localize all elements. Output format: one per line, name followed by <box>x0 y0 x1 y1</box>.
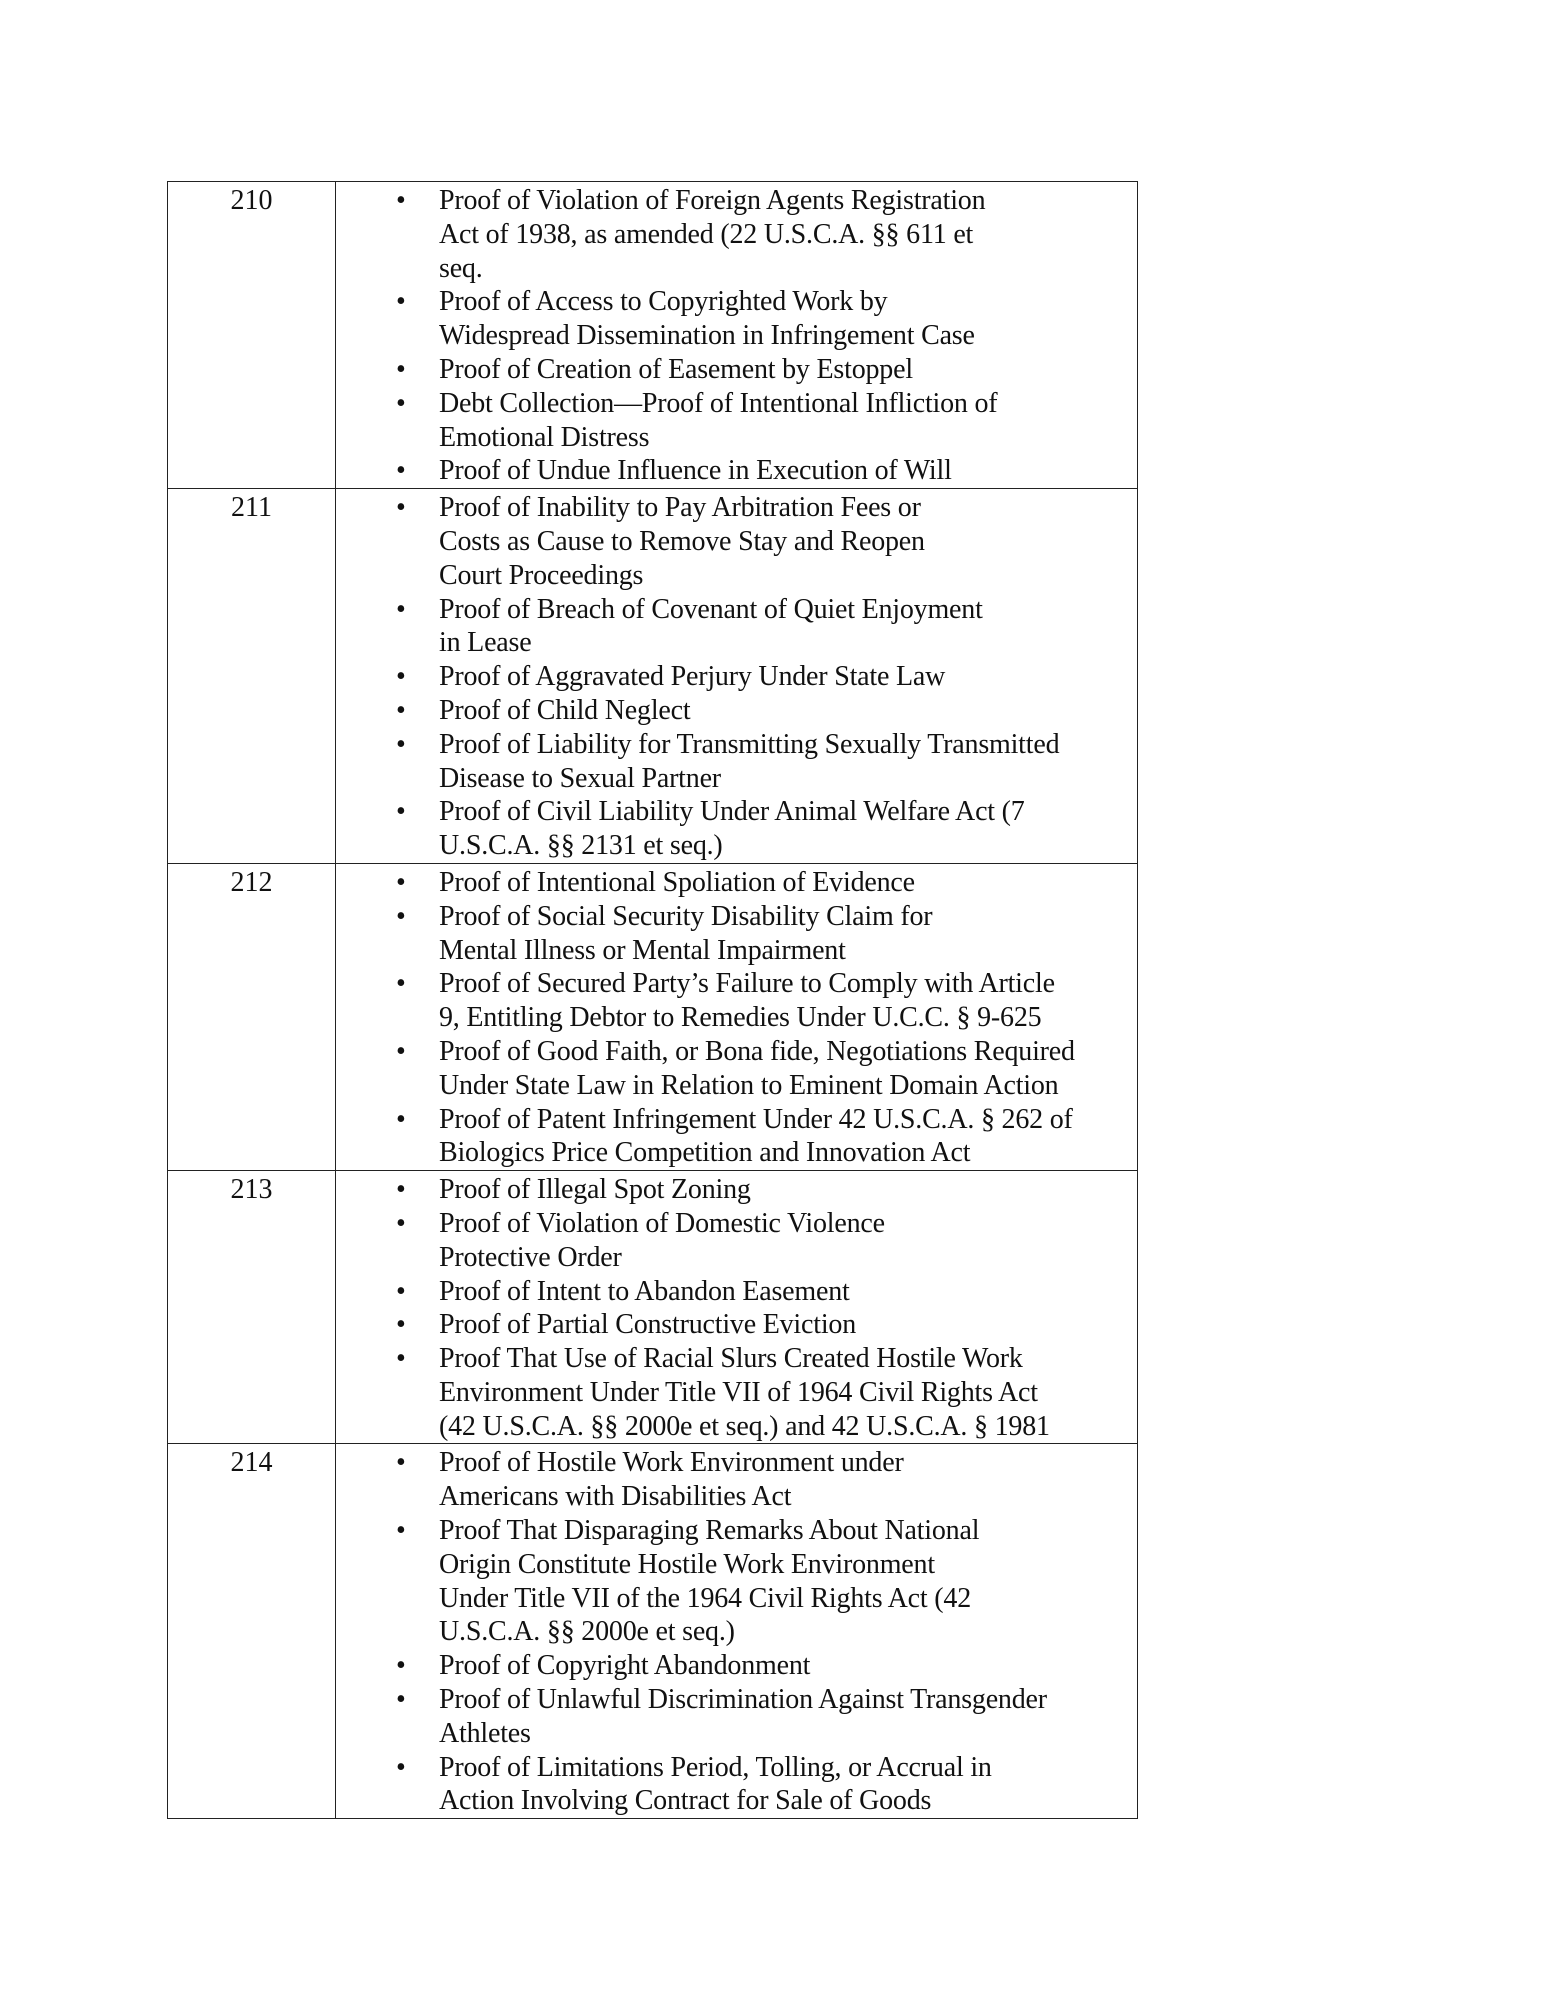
list-item <box>336 387 1137 455</box>
bullet-icon: • <box>396 492 406 524</box>
row-number: 212 <box>168 863 336 1170</box>
item-text-line: Proof of Illegal Spot Zoning <box>439 1174 751 1206</box>
bullet-icon: • <box>396 796 406 828</box>
item-text-line: Proof of Social Security Disability Claim for <box>439 900 933 932</box>
list-item <box>336 1173 1137 1207</box>
item-text-line: in Lease <box>439 627 532 659</box>
item-text-line: Proof of Intent to Abandon Easement <box>439 1275 850 1307</box>
item-text-line: 9, Entitling Debtor to Remedies Under U.C.C. § 9-625 <box>439 1002 1042 1034</box>
item-text-line: Debt Collection—Proof of Intentional Infliction of <box>439 387 998 419</box>
item-text-line: Proof That Disparaging Remarks About National <box>439 1515 980 1547</box>
list-item <box>336 866 1137 900</box>
item-text-line: Proof That Use of Racial Slurs Created Hostile Work <box>439 1343 1023 1375</box>
list-item <box>336 1514 1137 1649</box>
list-item <box>336 660 1137 694</box>
item-text-line: (42 U.S.C.A. §§ 2000e et seq.) and 42 U.S.C.A. § 1981 <box>439 1410 1050 1442</box>
row-items <box>336 1444 1138 1819</box>
item-text-line: Widespread Dissemination in Infringement Case <box>439 320 975 352</box>
item-text-line: Under Title VII of the 1964 Civil Rights Act (42 <box>439 1582 971 1614</box>
item-text-line: Environment Under Title VII of 1964 Civil Rights Act <box>439 1376 1038 1408</box>
bullet-list <box>336 866 1137 1170</box>
item-text-line: Origin Constitute Hostile Work Environment <box>439 1548 935 1580</box>
item-text-line: Act of 1938, as amended (22 U.S.C.A. §§ 611 et <box>439 218 974 250</box>
proof-index-table <box>167 181 1138 1819</box>
bullet-icon: • <box>396 1103 406 1135</box>
list-item <box>336 900 1137 968</box>
item-text-line: Protective Order <box>439 1241 622 1273</box>
item-text-line: Proof of Partial Constructive Eviction <box>439 1309 856 1341</box>
item-text-line: Proof of Intentional Spoliation of Evidence <box>439 866 915 898</box>
bullet-icon: • <box>396 387 406 419</box>
bullet-list <box>336 1446 1137 1818</box>
table-row <box>168 863 1138 1170</box>
item-text-line: Disease to Sexual Partner <box>439 762 721 794</box>
list-item <box>336 1446 1137 1514</box>
item-text-line: Proof of Creation of Easement by Estoppel <box>439 353 913 385</box>
table-row <box>168 1444 1138 1819</box>
bullet-icon: • <box>396 1684 406 1716</box>
item-text-line: Court Proceedings <box>439 559 644 591</box>
table-row <box>168 182 1138 489</box>
table-row <box>168 489 1138 864</box>
item-text-line: Emotional Distress <box>439 421 650 453</box>
bullet-icon: • <box>396 455 406 487</box>
list-item <box>336 967 1137 1035</box>
list-item <box>336 491 1137 592</box>
item-text-line: Proof of Limitations Period, Tolling, or Accrual in <box>439 1751 992 1783</box>
item-text-line: Athletes <box>439 1717 531 1749</box>
item-text-line: Proof of Breach of Covenant of Quiet Enjoyment <box>439 593 983 625</box>
bullet-icon: • <box>396 728 406 760</box>
bullet-icon: • <box>396 694 406 726</box>
bullet-icon: • <box>396 900 406 932</box>
row-number: 214 <box>168 1444 336 1819</box>
bullet-icon: • <box>396 353 406 385</box>
list-item <box>336 353 1137 387</box>
bullet-list <box>336 491 1137 863</box>
bullet-icon: • <box>396 1035 406 1067</box>
item-text-line: Proof of Child Neglect <box>439 694 691 726</box>
bullet-icon: • <box>396 1343 406 1375</box>
item-text-line: Biologics Price Competition and Innovation Act <box>439 1137 971 1169</box>
row-items <box>336 863 1138 1170</box>
list-item <box>336 1103 1137 1171</box>
bullet-icon: • <box>396 968 406 1000</box>
item-text-line: Proof of Liability for Transmitting Sexually Transmitted <box>439 728 1060 760</box>
list-item <box>336 1207 1137 1275</box>
item-text-line: Proof of Undue Influence in Execution of Will <box>439 455 952 487</box>
bullet-icon: • <box>396 661 406 693</box>
item-text-line: U.S.C.A. §§ 2131 et seq.) <box>439 830 723 862</box>
bullet-icon: • <box>396 1650 406 1682</box>
bullet-icon: • <box>396 1275 406 1307</box>
item-text-line: Costs as Cause to Remove Stay and Reopen <box>439 525 925 557</box>
bullet-icon: • <box>396 286 406 318</box>
bullet-icon: • <box>396 866 406 898</box>
item-text-line: Proof of Good Faith, or Bona fide, Negotiations Required <box>439 1035 1075 1067</box>
item-text-line: Under State Law in Relation to Eminent Domain Action <box>439 1069 1059 1101</box>
row-items <box>336 1171 1138 1444</box>
bullet-icon: • <box>396 1515 406 1547</box>
list-item <box>336 1683 1137 1751</box>
bullet-icon: • <box>396 1174 406 1206</box>
item-text-line: Proof of Patent Infringement Under 42 U.S.C.A. § 262 of <box>439 1103 1073 1135</box>
item-text-line: U.S.C.A. §§ 2000e et seq.) <box>439 1616 735 1648</box>
bullet-icon: • <box>396 1447 406 1479</box>
item-text-line: Mental Illness or Mental Impairment <box>439 934 846 966</box>
list-item <box>336 1649 1137 1683</box>
list-item <box>336 1751 1137 1819</box>
list-item <box>336 795 1137 863</box>
item-text-line: Proof of Aggravated Perjury Under State Law <box>439 661 946 693</box>
item-text-line: Proof of Inability to Pay Arbitration Fees or <box>439 492 921 524</box>
list-item <box>336 694 1137 728</box>
list-item <box>336 184 1137 285</box>
item-text-line: Americans with Disabilities Act <box>439 1481 792 1513</box>
item-text-line: Proof of Unlawful Discrimination Against Transgender <box>439 1684 1047 1716</box>
item-text-line: Action Involving Contract for Sale of Goods <box>439 1785 932 1817</box>
list-item <box>336 1308 1137 1342</box>
row-number: 211 <box>168 489 336 864</box>
row-number: 213 <box>168 1171 336 1444</box>
bullet-list <box>336 1173 1137 1443</box>
list-item <box>336 593 1137 661</box>
bullet-list <box>336 184 1137 488</box>
bullet-icon: • <box>396 1207 406 1239</box>
bullet-icon: • <box>396 593 406 625</box>
list-item <box>336 728 1137 796</box>
bullet-icon: • <box>396 1309 406 1341</box>
item-text-line: Proof of Copyright Abandonment <box>439 1650 811 1682</box>
item-text-line: seq. <box>439 252 483 284</box>
list-item <box>336 1275 1137 1309</box>
list-item <box>336 454 1137 488</box>
row-items <box>336 182 1138 489</box>
row-items <box>336 489 1138 864</box>
list-item <box>336 1035 1137 1103</box>
bullet-icon: • <box>396 185 406 216</box>
item-text-line: Proof of Hostile Work Environment under <box>439 1447 904 1479</box>
item-text-line: Proof of Violation of Foreign Agents Registration <box>439 185 986 216</box>
item-text-line: Proof of Violation of Domestic Violence <box>439 1207 885 1239</box>
row-number: 210 <box>168 182 336 489</box>
item-text-line: Proof of Civil Liability Under Animal Welfare Act (7 <box>439 796 1025 828</box>
item-text-line: Proof of Secured Party’s Failure to Comply with Article <box>439 968 1055 1000</box>
item-text-line: Proof of Access to Copyrighted Work by <box>439 286 888 318</box>
table-row <box>168 1171 1138 1444</box>
bullet-icon: • <box>396 1751 406 1783</box>
list-item <box>336 1342 1137 1443</box>
list-item <box>336 285 1137 353</box>
